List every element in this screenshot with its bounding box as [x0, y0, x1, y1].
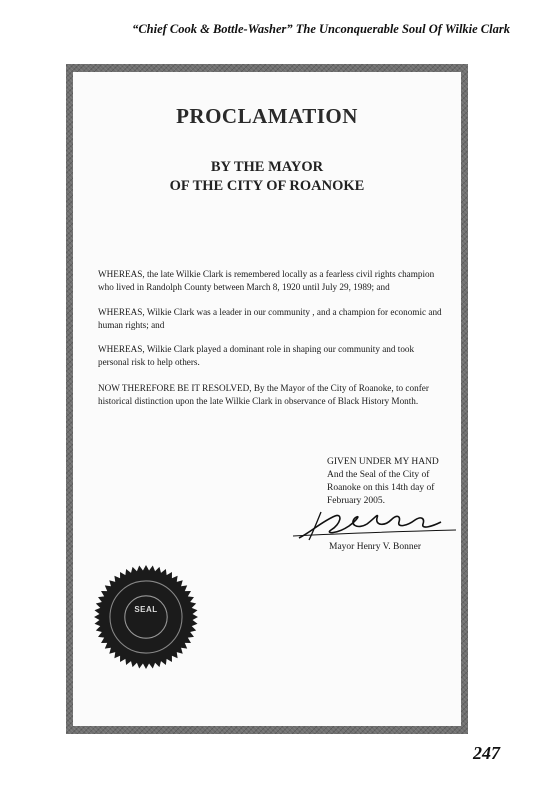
given-line: And the Seal of the City of [327, 470, 430, 480]
whereas-paragraph-1: WHEREAS, the late Wilkie Clark is remembered locally as a fearless civil rights champion who lived in Randolph County between March 8, 1920 until July 29, 1989; and [98, 269, 435, 292]
proclamation-sheet [73, 72, 461, 726]
given-line: February 2005. [327, 496, 386, 506]
proclamation-subtitle [73, 158, 461, 196]
mayor-signature [291, 504, 461, 544]
resolved-paragraph: NOW THEREFORE BE IT RESOLVED, By the Mayor of the City of Roanoke, to confer historical distinction upon the late Wilkie Clark in observance of Black History Month. [98, 383, 429, 406]
page-number: 247 [473, 743, 500, 763]
given-line: GIVEN UNDER MY HAND [327, 457, 439, 467]
whereas-paragraph-2: WHEREAS, Wilkie Clark was a leader in our community , and a champion for economic and human rights; and [98, 307, 442, 330]
whereas-paragraph-3: WHEREAS, Wilkie Clark played a dominant role in shaping our community and took personal risk to help others. [98, 344, 415, 367]
given-under-hand-block [327, 456, 467, 508]
proclamation-title: PROCLAMATION [176, 104, 358, 128]
proclamation-frame [66, 64, 468, 734]
city-seal-icon [93, 564, 199, 670]
mayor-name: Mayor Henry V. Bonner [329, 542, 421, 552]
subtitle-line-2: OF THE CITY OF ROANOKE [169, 178, 365, 194]
running-head: “Chief Cook & Bottle-Washer” The Unconquerable Soul Of Wilkie Clark [132, 22, 510, 36]
seal-label: SEAL [134, 605, 158, 614]
subtitle-line-1: BY THE MAYOR [210, 159, 324, 175]
given-line: Roanoke on this 14th day of [327, 483, 435, 493]
